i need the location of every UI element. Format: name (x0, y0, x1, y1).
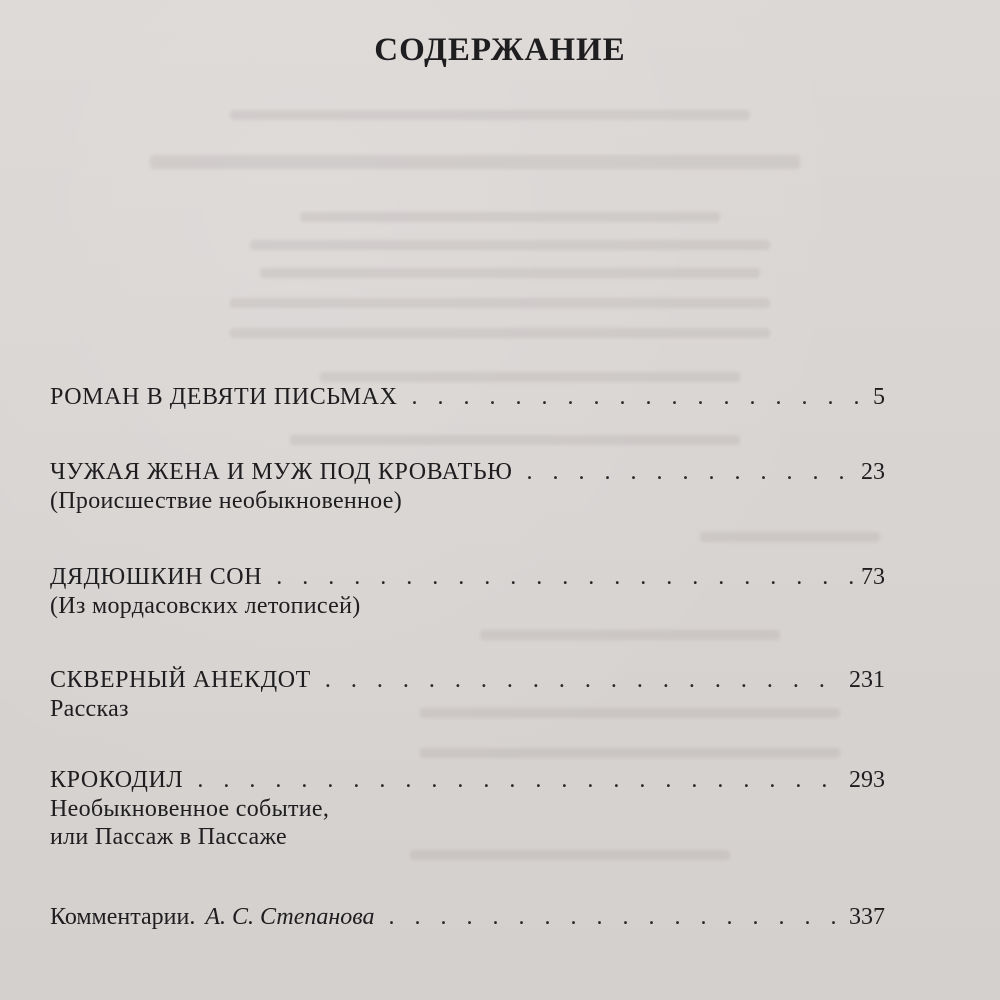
bleed-through-text (410, 850, 730, 860)
toc-entry (50, 457, 885, 515)
bleed-through-text (230, 298, 770, 308)
bleed-through-text (420, 748, 840, 758)
toc-entry-subtitle: или Пассаж в Пассаже (50, 824, 287, 850)
leader-dots (276, 562, 853, 592)
bleed-through-text (290, 435, 740, 445)
toc-entry-line (50, 457, 885, 487)
toc-entry-line (50, 382, 885, 412)
toc-entry-subtitle: (Из мордасовских летописей) (50, 593, 361, 619)
toc-entry (50, 765, 885, 851)
toc-entry (50, 562, 885, 620)
toc-entry-page: 23 (861, 459, 885, 485)
toc-entry-title: СКВЕРНЫЙ АНЕКДОТ (50, 667, 311, 693)
toc-entry-page: 73 (861, 564, 885, 590)
toc-entry-subtitle: (Происшествие необыкновенное) (50, 488, 403, 514)
toc-entry-line (50, 562, 885, 592)
toc-entry-page: 337 (849, 904, 885, 930)
commentary-label: Комментарии. (50, 904, 196, 930)
bleed-through-text (230, 110, 750, 120)
bleed-through-text (320, 372, 740, 382)
bleed-through-text (700, 532, 880, 542)
toc-entry-title: ЧУЖАЯ ЖЕНА И МУЖ ПОД КРОВАТЬЮ (50, 459, 513, 485)
bleed-through-text (260, 268, 760, 278)
toc-entry-subtitle: Рассказ (50, 696, 129, 722)
leader-dots (389, 902, 841, 932)
bleed-through-text (300, 212, 720, 222)
toc-entry-line (50, 902, 885, 932)
leader-dots (412, 382, 865, 412)
toc-entry-subtitle: Необыкновенное событие, (50, 796, 330, 822)
toc-entry-line (50, 765, 885, 795)
toc-entry-page: 231 (849, 667, 885, 693)
bleed-through-text (480, 630, 780, 640)
toc-entry-title: КРОКОДИЛ (50, 767, 184, 793)
commentary-author: А. С. Степанова (205, 904, 375, 930)
bleed-through-text (230, 328, 770, 338)
toc-entry-page: 293 (849, 767, 885, 793)
toc-entry-title: ДЯДЮШКИН СОН (50, 564, 263, 590)
toc-entry-title: РОМАН В ДЕВЯТИ ПИСЬМАХ (50, 384, 398, 410)
page-title: СОДЕРЖАНИЕ (374, 32, 626, 68)
leader-dots (526, 457, 853, 487)
toc-entry-page: 5 (873, 384, 885, 410)
toc-entry (50, 382, 885, 412)
leader-dots (197, 765, 841, 795)
bleed-through-text (150, 155, 800, 169)
bleed-through-text (250, 240, 770, 250)
toc-entry (50, 665, 885, 723)
toc-commentary (50, 902, 885, 932)
leader-dots (325, 665, 841, 695)
toc-entry-line (50, 665, 885, 695)
